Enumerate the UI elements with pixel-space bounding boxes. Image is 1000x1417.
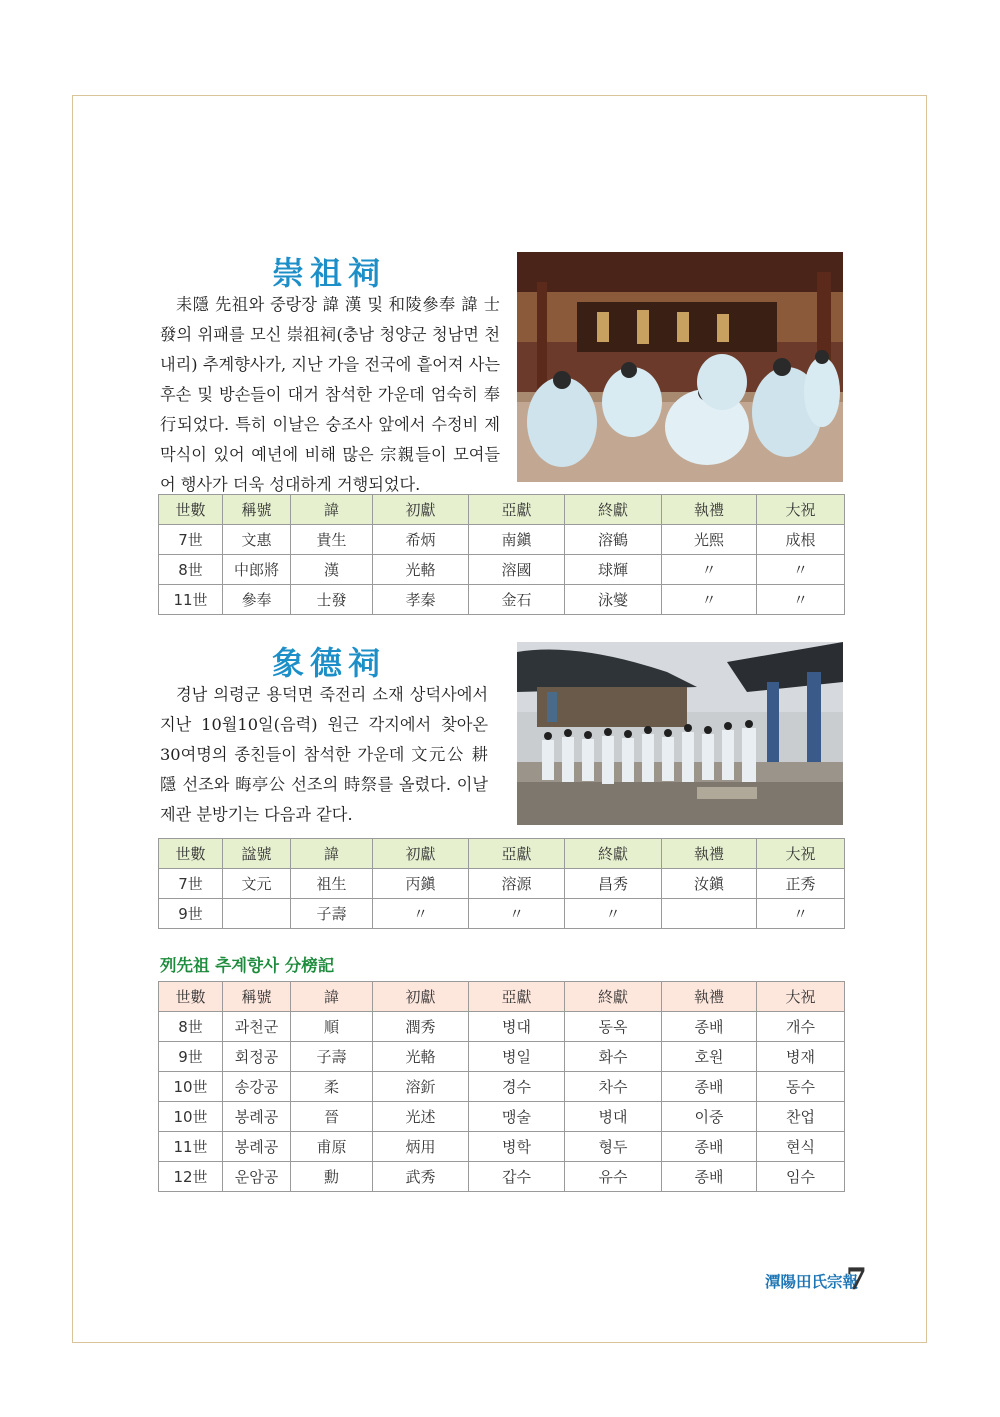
table-cell: 임수 bbox=[757, 1162, 845, 1192]
table-header-row bbox=[159, 839, 845, 869]
header-cell: 稱號 bbox=[223, 495, 291, 525]
table-cell: 병일 bbox=[469, 1042, 565, 1072]
header-cell: 執禮 bbox=[662, 839, 757, 869]
table-cell: 맹술 bbox=[469, 1102, 565, 1132]
table-cell: 차수 bbox=[565, 1072, 662, 1102]
table-cell: 光輅 bbox=[373, 1042, 469, 1072]
table-cell: 송강공 bbox=[223, 1072, 291, 1102]
header-cell: 諱 bbox=[291, 839, 373, 869]
table-cell: 11世 bbox=[159, 585, 223, 615]
table-cell: 球輝 bbox=[565, 555, 662, 585]
table-cell: 光述 bbox=[373, 1102, 469, 1132]
table-cell: 潤秀 bbox=[373, 1012, 469, 1042]
table-cell: 병학 bbox=[469, 1132, 565, 1162]
table-cell: 동수 bbox=[757, 1072, 845, 1102]
table-cell: 운암공 bbox=[223, 1162, 291, 1192]
table-row bbox=[159, 869, 845, 899]
table-cell: 文惠 bbox=[223, 525, 291, 555]
table-cell: 泳燮 bbox=[565, 585, 662, 615]
header-cell: 終獻 bbox=[565, 495, 662, 525]
header-cell: 大祝 bbox=[757, 495, 845, 525]
table-cell: 〃 bbox=[662, 585, 757, 615]
table-cell: 9世 bbox=[159, 899, 223, 929]
table-cell: 正秀 bbox=[757, 869, 845, 899]
header-cell: 亞獻 bbox=[469, 982, 565, 1012]
header-cell: 大祝 bbox=[757, 982, 845, 1012]
header-cell: 終獻 bbox=[565, 839, 662, 869]
table-cell: 光熙 bbox=[662, 525, 757, 555]
table-cell: 12世 bbox=[159, 1162, 223, 1192]
table-cell: 漢 bbox=[291, 555, 373, 585]
table-cell: 이중 bbox=[662, 1102, 757, 1132]
table-cell: 형두 bbox=[565, 1132, 662, 1162]
table-cell: 종배 bbox=[662, 1012, 757, 1042]
table-cell: 봉례공 bbox=[223, 1132, 291, 1162]
table-cell: 병대 bbox=[469, 1012, 565, 1042]
table-header-row bbox=[159, 495, 845, 525]
table-cell: 參奉 bbox=[223, 585, 291, 615]
header-cell: 世數 bbox=[159, 495, 223, 525]
header-cell: 初獻 bbox=[373, 982, 469, 1012]
table-cell: 현식 bbox=[757, 1132, 845, 1162]
table-cell: 勳 bbox=[291, 1162, 373, 1192]
table-cell: 호원 bbox=[662, 1042, 757, 1072]
table-cell: 화수 bbox=[565, 1042, 662, 1072]
header-cell: 諱 bbox=[291, 495, 373, 525]
table-row bbox=[159, 525, 845, 555]
table-cell: 찬업 bbox=[757, 1102, 845, 1132]
table-row bbox=[159, 1162, 845, 1192]
table-cell: 〃 bbox=[469, 899, 565, 929]
table-cell: 8世 bbox=[159, 555, 223, 585]
header-cell: 稱號 bbox=[223, 982, 291, 1012]
section-title-sangdeoksa: 象德祠 bbox=[272, 644, 387, 682]
table-cell: 〃 bbox=[373, 899, 469, 929]
table-cell: 개수 bbox=[757, 1012, 845, 1042]
table-cell: 8世 bbox=[159, 1012, 223, 1042]
table-cell: 子壽 bbox=[291, 899, 373, 929]
header-cell: 初獻 bbox=[373, 495, 469, 525]
table-cell: 동옥 bbox=[565, 1012, 662, 1042]
header-cell: 諡號 bbox=[223, 839, 291, 869]
table-cell: 晉 bbox=[291, 1102, 373, 1132]
table-cell: 7世 bbox=[159, 525, 223, 555]
table-autumn-rites bbox=[158, 981, 845, 1192]
table-cell: 汝鎭 bbox=[662, 869, 757, 899]
table-cell: 과천군 bbox=[223, 1012, 291, 1042]
header-cell: 世數 bbox=[159, 982, 223, 1012]
table-cell: 유수 bbox=[565, 1162, 662, 1192]
header-cell: 亞獻 bbox=[469, 495, 565, 525]
table-cell: 회정공 bbox=[223, 1042, 291, 1072]
table-cell: 中郎將 bbox=[223, 555, 291, 585]
header-cell: 諱 bbox=[291, 982, 373, 1012]
section-title-sungjosa: 崇祖祠 bbox=[272, 254, 387, 292]
section-heading-autumn-rites: 列先祖 추계향사 分榜記 bbox=[160, 956, 335, 975]
table-row bbox=[159, 585, 845, 615]
table-cell: 子壽 bbox=[291, 1042, 373, 1072]
header-cell: 大祝 bbox=[757, 839, 845, 869]
table-cell: 希炳 bbox=[373, 525, 469, 555]
ceremony-photo-sangdeoksa bbox=[517, 642, 843, 825]
table-sungjosa bbox=[158, 494, 845, 615]
table-cell: 종배 bbox=[662, 1162, 757, 1192]
table-cell: 〃 bbox=[757, 585, 845, 615]
page-number: 7 bbox=[846, 1262, 867, 1297]
table-cell: 〃 bbox=[757, 899, 845, 929]
table-cell: 孝秦 bbox=[373, 585, 469, 615]
table-cell: 順 bbox=[291, 1012, 373, 1042]
table-row bbox=[159, 555, 845, 585]
table-cell: 갑수 bbox=[469, 1162, 565, 1192]
table-cell bbox=[662, 899, 757, 929]
table-cell: 炳用 bbox=[373, 1132, 469, 1162]
table-cell: 봉례공 bbox=[223, 1102, 291, 1132]
table-cell bbox=[223, 899, 291, 929]
header-cell: 終獻 bbox=[565, 982, 662, 1012]
table-cell: 〃 bbox=[757, 555, 845, 585]
publication-name: 潭陽田氏宗報 bbox=[764, 1273, 858, 1291]
table-cell: 光輅 bbox=[373, 555, 469, 585]
table-cell: 祖生 bbox=[291, 869, 373, 899]
table-cell: 甫原 bbox=[291, 1132, 373, 1162]
section-paragraph-sangdeoksa: 경남 의령군 용덕면 죽전리 소재 상덕사에서 지난 10월10일(음력) 원근 각지에서 찾아온 30여명의 종친들이 참석한 가운데 文元公 耕隱 선조와 晦亭公 선조의 時祭를 올렸다. 이날 제관 분방기는 다음과 같다. bbox=[160, 685, 488, 824]
table-cell: 병대 bbox=[565, 1102, 662, 1132]
header-cell: 執禮 bbox=[662, 982, 757, 1012]
table-cell: 7世 bbox=[159, 869, 223, 899]
table-cell: 병재 bbox=[757, 1042, 845, 1072]
header-cell: 初獻 bbox=[373, 839, 469, 869]
header-cell: 亞獻 bbox=[469, 839, 565, 869]
table-cell: 9世 bbox=[159, 1042, 223, 1072]
table-cell: 11世 bbox=[159, 1132, 223, 1162]
header-cell: 世數 bbox=[159, 839, 223, 869]
section-paragraph-sungjosa: 耒隱 先祖와 중랑장 諱 漢 및 和陵參奉 諱 士發의 위패를 모신 崇祖祠(충남 청양군 청남면 천내리) 추계향사가, 지난 가을 전국에 흩어져 사는 후손 및 방손들이 대거 참석한 가운데 엄숙히 奉行되었다. 특히 이날은 숭조사 앞에서 수정비 제막식이 있어 예년에 비해 많은 宗親들이 모여들어 행사가 더욱 성대하게 거행되었다. bbox=[160, 295, 500, 494]
table-cell: 종배 bbox=[662, 1132, 757, 1162]
table-row bbox=[159, 1012, 845, 1042]
table-cell: 柔 bbox=[291, 1072, 373, 1102]
table-cell: 종배 bbox=[662, 1072, 757, 1102]
table-header-row bbox=[159, 982, 845, 1012]
table-cell: 溶國 bbox=[469, 555, 565, 585]
table-cell: 武秀 bbox=[373, 1162, 469, 1192]
table-cell: 成根 bbox=[757, 525, 845, 555]
table-cell: 南鎭 bbox=[469, 525, 565, 555]
table-cell: 丙鎭 bbox=[373, 869, 469, 899]
table-row bbox=[159, 1102, 845, 1132]
table-sangdeoksa bbox=[158, 838, 845, 929]
table-cell: 昌秀 bbox=[565, 869, 662, 899]
table-cell: 〃 bbox=[662, 555, 757, 585]
table-cell: 溶鶴 bbox=[565, 525, 662, 555]
table-row bbox=[159, 1132, 845, 1162]
table-cell: 文元 bbox=[223, 869, 291, 899]
table-row bbox=[159, 1072, 845, 1102]
table-cell: 10世 bbox=[159, 1072, 223, 1102]
table-cell: 貴生 bbox=[291, 525, 373, 555]
table-cell: 溶源 bbox=[469, 869, 565, 899]
table-cell: 士發 bbox=[291, 585, 373, 615]
table-cell: 金石 bbox=[469, 585, 565, 615]
table-row bbox=[159, 1042, 845, 1072]
table-cell: 경수 bbox=[469, 1072, 565, 1102]
ceremony-photo-sungjosa bbox=[517, 252, 843, 482]
header-cell: 執禮 bbox=[662, 495, 757, 525]
table-row bbox=[159, 899, 845, 929]
table-cell: 10世 bbox=[159, 1102, 223, 1132]
table-cell: 〃 bbox=[565, 899, 662, 929]
table-cell: 溶釿 bbox=[373, 1072, 469, 1102]
